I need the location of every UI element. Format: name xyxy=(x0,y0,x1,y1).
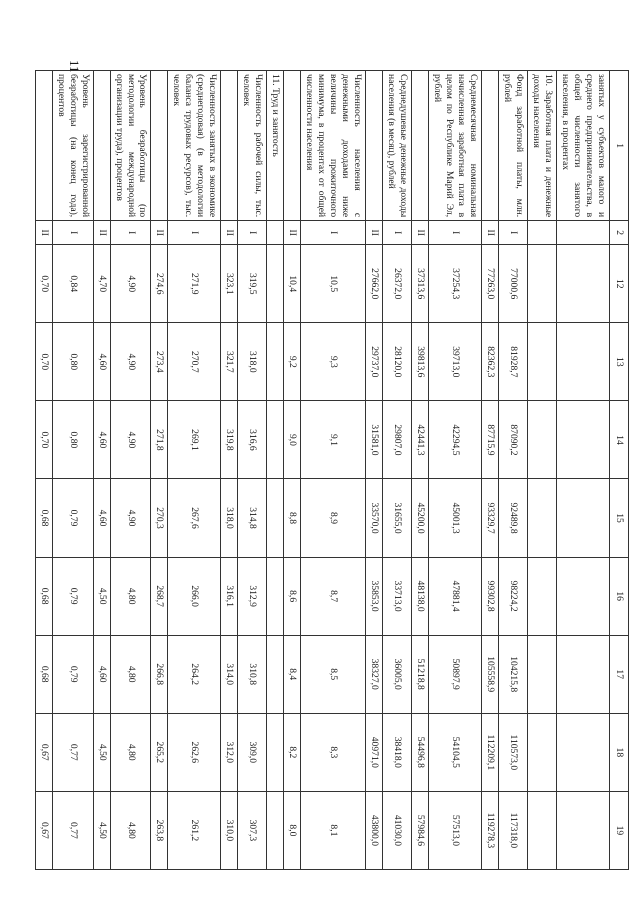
table-row xyxy=(35,71,52,870)
column-header-2: 2 xyxy=(610,221,629,245)
value-cell: 110573,0 xyxy=(499,713,528,791)
forecast-table xyxy=(35,70,629,870)
column-header-12: 12 xyxy=(610,245,629,323)
table-body xyxy=(35,71,609,870)
value-cell: 0,80 xyxy=(52,401,93,479)
value-cell xyxy=(557,401,610,479)
variant-cell: I xyxy=(110,221,151,245)
value-cell: 38327,0 xyxy=(366,635,383,713)
value-cell: 273,4 xyxy=(151,323,168,401)
value-cell: 314,0 xyxy=(221,635,238,713)
value-cell: 4,90 xyxy=(110,479,151,557)
value-cell: 318,0 xyxy=(238,323,267,401)
value-cell: 93329,7 xyxy=(482,479,499,557)
value-cell: 307,3 xyxy=(238,791,267,869)
value-cell: 39813,6 xyxy=(412,323,429,401)
value-cell: 81928,7 xyxy=(499,323,528,401)
value-cell: 266,8 xyxy=(151,635,168,713)
value-cell: 4,80 xyxy=(110,713,151,791)
variant-cell: II xyxy=(412,221,429,245)
table-row xyxy=(301,71,366,870)
value-cell: 271,8 xyxy=(151,401,168,479)
value-cell: 117318,0 xyxy=(499,791,528,869)
header-row xyxy=(610,71,629,870)
value-cell xyxy=(557,479,610,557)
value-cell: 8,7 xyxy=(301,557,366,635)
value-cell: 57984,6 xyxy=(412,791,429,869)
value-cell: 270,3 xyxy=(151,479,168,557)
value-cell: 104215,8 xyxy=(499,635,528,713)
variant-cell xyxy=(557,221,610,245)
value-cell: 29737,0 xyxy=(366,323,383,401)
value-cell: 268,7 xyxy=(151,557,168,635)
table-row xyxy=(412,71,429,870)
value-cell xyxy=(267,791,284,869)
row-label xyxy=(93,71,110,221)
value-cell: 8,0 xyxy=(284,791,301,869)
value-cell: 310,8 xyxy=(238,635,267,713)
value-cell xyxy=(267,401,284,479)
value-cell: 0,70 xyxy=(35,245,52,323)
value-cell xyxy=(557,557,610,635)
value-cell: 261,2 xyxy=(168,791,221,869)
row-label: Численность занятых в экономике (среднегодовая) (в методологии баланса трудовых ресурсов), тыс. человек xyxy=(168,71,221,221)
value-cell: 314,8 xyxy=(238,479,267,557)
value-cell: 48138,0 xyxy=(412,557,429,635)
value-cell: 316,6 xyxy=(238,401,267,479)
table-row xyxy=(168,71,221,870)
value-cell: 54496,8 xyxy=(412,713,429,791)
row-label: Уровень зарегистрированной безработицы (на конец года), процентов xyxy=(52,71,93,221)
column-header-17: 17 xyxy=(610,635,629,713)
value-cell: 87090,2 xyxy=(499,401,528,479)
value-cell: 45001,3 xyxy=(429,479,482,557)
value-cell: 35853,0 xyxy=(366,557,383,635)
value-cell xyxy=(528,635,557,713)
row-label: Уровень безработицы (по методологии международной организации труда), процентов xyxy=(110,71,151,221)
section-row xyxy=(267,71,284,870)
value-cell xyxy=(267,323,284,401)
column-header-14: 14 xyxy=(610,401,629,479)
value-cell: 0,67 xyxy=(35,713,52,791)
value-cell: 0,79 xyxy=(52,557,93,635)
variant-cell: I xyxy=(383,221,412,245)
value-cell: 266,0 xyxy=(168,557,221,635)
value-cell: 262,6 xyxy=(168,713,221,791)
value-cell: 309,0 xyxy=(238,713,267,791)
table-row xyxy=(221,71,238,870)
value-cell: 33570,0 xyxy=(366,479,383,557)
value-cell: 9,1 xyxy=(301,401,366,479)
value-cell: 4,90 xyxy=(110,401,151,479)
value-cell: 0,67 xyxy=(35,791,52,869)
value-cell: 318,0 xyxy=(221,479,238,557)
value-cell: 0,77 xyxy=(52,713,93,791)
value-cell xyxy=(528,323,557,401)
value-cell: 0,68 xyxy=(35,635,52,713)
value-cell xyxy=(528,401,557,479)
value-cell: 8,2 xyxy=(284,713,301,791)
value-cell: 267,6 xyxy=(168,479,221,557)
value-cell: 9,0 xyxy=(284,401,301,479)
row-label xyxy=(35,71,52,221)
value-cell: 0,80 xyxy=(52,323,93,401)
page-number: 11 xyxy=(67,60,82,73)
value-cell: 87715,9 xyxy=(482,401,499,479)
variant-cell: II xyxy=(35,221,52,245)
value-cell: 319,5 xyxy=(238,245,267,323)
value-cell: 43800,0 xyxy=(366,791,383,869)
column-header-16: 16 xyxy=(610,557,629,635)
value-cell: 0,70 xyxy=(35,323,52,401)
value-cell: 45200,0 xyxy=(412,479,429,557)
value-cell: 98224,2 xyxy=(499,557,528,635)
value-cell: 37313,6 xyxy=(412,245,429,323)
row-label xyxy=(412,71,429,221)
variant-cell: II xyxy=(221,221,238,245)
row-label xyxy=(482,71,499,221)
value-cell: 270,7 xyxy=(168,323,221,401)
value-cell xyxy=(528,557,557,635)
row-label: занятых у субъектов малого и среднего предпринимательства, в общей численности занятого населения, в процентах xyxy=(557,71,610,221)
value-cell: 39713,0 xyxy=(429,323,482,401)
table-row xyxy=(151,71,168,870)
table-row xyxy=(52,71,93,870)
value-cell: 119278,3 xyxy=(482,791,499,869)
value-cell: 42294,5 xyxy=(429,401,482,479)
value-cell: 99302,8 xyxy=(482,557,499,635)
value-cell xyxy=(528,245,557,323)
value-cell: 40971,0 xyxy=(366,713,383,791)
row-label xyxy=(221,71,238,221)
value-cell: 28120,0 xyxy=(383,323,412,401)
value-cell: 8,6 xyxy=(284,557,301,635)
value-cell: 27662,0 xyxy=(366,245,383,323)
value-cell: 41030,0 xyxy=(383,791,412,869)
value-cell: 9,3 xyxy=(301,323,366,401)
value-cell: 82362,3 xyxy=(482,323,499,401)
value-cell: 0,79 xyxy=(52,479,93,557)
value-cell: 0,77 xyxy=(52,791,93,869)
value-cell xyxy=(557,713,610,791)
table-row xyxy=(110,71,151,870)
value-cell: 29807,0 xyxy=(383,401,412,479)
value-cell: 0,79 xyxy=(52,635,93,713)
value-cell: 4,90 xyxy=(110,323,151,401)
value-cell: 4,60 xyxy=(93,479,110,557)
row-label: Среднедушевые денежные доходы населения (в месяц), рублей xyxy=(383,71,412,221)
variant-cell: II xyxy=(366,221,383,245)
variant-cell: I xyxy=(499,221,528,245)
value-cell: 312,9 xyxy=(238,557,267,635)
row-label: Среднемесячная номинальная начисленная заработная плата в целом по Республике Марий Эл, рублей xyxy=(429,71,482,221)
value-cell: 310,0 xyxy=(221,791,238,869)
row-label xyxy=(284,71,301,221)
value-cell: 8,8 xyxy=(284,479,301,557)
value-cell: 265,2 xyxy=(151,713,168,791)
value-cell xyxy=(528,479,557,557)
value-cell: 77000,6 xyxy=(499,245,528,323)
value-cell: 8,9 xyxy=(301,479,366,557)
value-cell: 4,80 xyxy=(110,557,151,635)
table-row xyxy=(383,71,412,870)
value-cell xyxy=(528,713,557,791)
value-cell: 10,5 xyxy=(301,245,366,323)
value-cell: 4,60 xyxy=(93,323,110,401)
row-label xyxy=(151,71,168,221)
variant-cell: II xyxy=(93,221,110,245)
column-header-15: 15 xyxy=(610,479,629,557)
value-cell xyxy=(557,323,610,401)
value-cell: 312,0 xyxy=(221,713,238,791)
variant-cell xyxy=(528,221,557,245)
value-cell: 321,7 xyxy=(221,323,238,401)
variant-cell xyxy=(267,221,284,245)
variant-cell: II xyxy=(482,221,499,245)
value-cell: 4,80 xyxy=(110,635,151,713)
value-cell: 10,4 xyxy=(284,245,301,323)
row-label: Фонд заработной платы, млн. рублей xyxy=(499,71,528,221)
value-cell: 4,90 xyxy=(110,245,151,323)
value-cell: 26372,0 xyxy=(383,245,412,323)
value-cell: 319,8 xyxy=(221,401,238,479)
row-label: Численность рабочей силы, тыс. человек xyxy=(238,71,267,221)
value-cell xyxy=(557,245,610,323)
value-cell: 105558,9 xyxy=(482,635,499,713)
table-row xyxy=(284,71,301,870)
value-cell: 0,68 xyxy=(35,479,52,557)
value-cell: 57513,0 xyxy=(429,791,482,869)
value-cell xyxy=(267,245,284,323)
row-label xyxy=(366,71,383,221)
value-cell: 8,1 xyxy=(301,791,366,869)
value-cell: 4,60 xyxy=(93,401,110,479)
value-cell: 31581,0 xyxy=(366,401,383,479)
value-cell: 274,6 xyxy=(151,245,168,323)
value-cell xyxy=(557,635,610,713)
value-cell xyxy=(528,791,557,869)
variant-cell: I xyxy=(52,221,93,245)
variant-cell: I xyxy=(301,221,366,245)
column-header-18: 18 xyxy=(610,713,629,791)
variant-cell: I xyxy=(429,221,482,245)
value-cell: 263,8 xyxy=(151,791,168,869)
table-row xyxy=(429,71,482,870)
variant-cell: I xyxy=(168,221,221,245)
row-label: 10. Заработная плата и денежные доходы населения xyxy=(528,71,557,221)
column-header-19: 19 xyxy=(610,791,629,869)
value-cell: 37254,3 xyxy=(429,245,482,323)
value-cell xyxy=(267,713,284,791)
value-cell: 51218,8 xyxy=(412,635,429,713)
row-label: 11. Труд и занятость xyxy=(267,71,284,221)
value-cell: 264,2 xyxy=(168,635,221,713)
value-cell xyxy=(267,635,284,713)
section-row xyxy=(528,71,557,870)
value-cell: 0,84 xyxy=(52,245,93,323)
variant-cell: II xyxy=(284,221,301,245)
value-cell: 316,1 xyxy=(221,557,238,635)
value-cell: 33713,0 xyxy=(383,557,412,635)
table-row xyxy=(557,71,610,870)
value-cell xyxy=(267,479,284,557)
variant-cell: II xyxy=(151,221,168,245)
value-cell: 77263,0 xyxy=(482,245,499,323)
table-row xyxy=(238,71,267,870)
value-cell: 112209,1 xyxy=(482,713,499,791)
value-cell: 8,3 xyxy=(301,713,366,791)
value-cell: 8,4 xyxy=(284,635,301,713)
table-row xyxy=(93,71,110,870)
value-cell: 4,50 xyxy=(93,713,110,791)
column-header-13: 13 xyxy=(610,323,629,401)
value-cell: 36005,0 xyxy=(383,635,412,713)
value-cell: 4,50 xyxy=(93,557,110,635)
value-cell: 50897,9 xyxy=(429,635,482,713)
table-row xyxy=(366,71,383,870)
value-cell: 9,2 xyxy=(284,323,301,401)
value-cell xyxy=(557,791,610,869)
value-cell: 0,70 xyxy=(35,401,52,479)
rotated-table-container xyxy=(38,70,629,870)
value-cell: 271,9 xyxy=(168,245,221,323)
table-row xyxy=(499,71,528,870)
value-cell: 47881,4 xyxy=(429,557,482,635)
value-cell: 38418,0 xyxy=(383,713,412,791)
variant-cell: I xyxy=(238,221,267,245)
table-row xyxy=(482,71,499,870)
value-cell: 31655,0 xyxy=(383,479,412,557)
value-cell: 54104,5 xyxy=(429,713,482,791)
value-cell: 92489,8 xyxy=(499,479,528,557)
value-cell: 269,1 xyxy=(168,401,221,479)
value-cell: 0,68 xyxy=(35,557,52,635)
column-header-1: 1 xyxy=(610,71,629,221)
value-cell: 4,80 xyxy=(110,791,151,869)
value-cell: 8,5 xyxy=(301,635,366,713)
value-cell: 4,70 xyxy=(93,245,110,323)
row-label: Численность населения с денежными доходами ниже величины прожиточного минимума, в процентах от общей численности населения xyxy=(301,71,366,221)
value-cell: 4,50 xyxy=(93,791,110,869)
value-cell xyxy=(267,557,284,635)
value-cell: 42441,3 xyxy=(412,401,429,479)
value-cell: 4,60 xyxy=(93,635,110,713)
value-cell: 323,1 xyxy=(221,245,238,323)
